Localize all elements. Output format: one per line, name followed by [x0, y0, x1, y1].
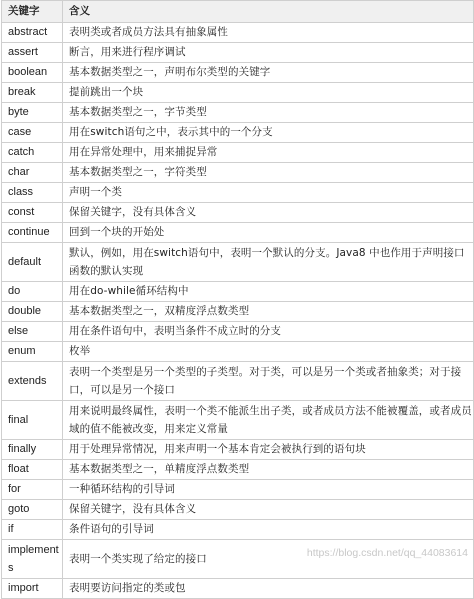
table-row: [2, 83, 474, 103]
meaning-cell: 断言，用来进行程序调试: [63, 43, 474, 63]
meaning-cell: 表明类或者成员方法具有抽象属性: [63, 23, 474, 43]
keyword-table: [1, 0, 474, 599]
table-row: [2, 43, 474, 63]
table-row: [2, 163, 474, 183]
table-row: [2, 143, 474, 163]
table-row: [2, 103, 474, 123]
table-row: [2, 342, 474, 362]
meaning-cell: 条件语句的引导词: [63, 520, 474, 540]
keyword-cell: do: [2, 282, 63, 302]
keyword-cell: case: [2, 123, 63, 143]
meaning-cell: 提前跳出一个块: [63, 83, 474, 103]
meaning-cell: 基本数据类型之一，字节类型: [63, 103, 474, 123]
keyword-cell: if: [2, 520, 63, 540]
header-keyword: 关键字: [2, 1, 63, 23]
meaning-cell: 枚举: [63, 342, 474, 362]
meaning-cell: 表明一个类型是另一个类型的子类型。对于类，可以是另一个类或者抽象类；对于接口，可以是另一个接口: [63, 362, 474, 401]
table-row: [2, 243, 474, 282]
table-row: [2, 520, 474, 540]
meaning-cell: 默认，例如，用在switch语句中，表明一个默认的分支。Java8 中也作用于声明接口函数的默认实现: [63, 243, 474, 282]
keyword-cell: assert: [2, 43, 63, 63]
table-row: [2, 23, 474, 43]
table-row: [2, 480, 474, 500]
meaning-cell: 基本数据类型之一，单精度浮点数类型: [63, 460, 474, 480]
table-row: [2, 223, 474, 243]
table-row: [2, 302, 474, 322]
table-row: [2, 322, 474, 342]
meaning-cell: 用在do-while循环结构中: [63, 282, 474, 302]
table-row: [2, 183, 474, 203]
table-row: [2, 123, 474, 143]
table-row: [2, 460, 474, 480]
keyword-cell: goto: [2, 500, 63, 520]
meaning-cell: 用在switch语句之中，表示其中的一个分支: [63, 123, 474, 143]
meaning-cell: 表明一个类实现了给定的接口: [63, 540, 474, 579]
table-row: [2, 440, 474, 460]
meaning-cell: 基本数据类型之一，声明布尔类型的关键字: [63, 63, 474, 83]
keyword-cell: default: [2, 243, 63, 282]
keyword-cell: continue: [2, 223, 63, 243]
meaning-cell: 基本数据类型之一，字符类型: [63, 163, 474, 183]
keyword-cell: else: [2, 322, 63, 342]
table-row: [2, 362, 474, 401]
keyword-cell: abstract: [2, 23, 63, 43]
keyword-cell: float: [2, 460, 63, 480]
meaning-cell: 用于处理异常情况，用来声明一个基本肯定会被执行到的语句块: [63, 440, 474, 460]
table-row: [2, 401, 474, 440]
table-row: [2, 63, 474, 83]
keyword-cell: catch: [2, 143, 63, 163]
meaning-cell: 用来说明最终属性，表明一个类不能派生出子类，或者成员方法不能被覆盖，或者成员域的值不能被改变，用来定义常量: [63, 401, 474, 440]
table-body: [2, 23, 474, 599]
table-row: [2, 579, 474, 599]
meaning-cell: 用在条件语句中，表明当条件不成立时的分支: [63, 322, 474, 342]
keyword-cell: byte: [2, 103, 63, 123]
keyword-cell: enum: [2, 342, 63, 362]
meaning-cell: 基本数据类型之一，双精度浮点数类型: [63, 302, 474, 322]
table-row: [2, 540, 474, 579]
keyword-cell: break: [2, 83, 63, 103]
meaning-cell: 保留关键字，没有具体含义: [63, 500, 474, 520]
keyword-cell: finally: [2, 440, 63, 460]
watermark-text: https://blog.csdn.net/qq_44083614: [306, 547, 468, 559]
header-meaning: 含义: [63, 1, 474, 23]
keyword-cell: char: [2, 163, 63, 183]
table-row: [2, 203, 474, 223]
table-row: [2, 500, 474, 520]
table-row: [2, 282, 474, 302]
keyword-cell: implements: [2, 540, 63, 579]
keyword-cell: import: [2, 579, 63, 599]
meaning-cell: 用在异常处理中，用来捕捉异常: [63, 143, 474, 163]
keyword-cell: extends: [2, 362, 63, 401]
meaning-cell: 表明要访问指定的类或包: [63, 579, 474, 599]
keyword-cell: const: [2, 203, 63, 223]
keyword-cell: class: [2, 183, 63, 203]
keyword-cell: boolean: [2, 63, 63, 83]
keyword-cell: for: [2, 480, 63, 500]
keyword-cell: double: [2, 302, 63, 322]
meaning-cell: 声明一个类: [63, 183, 474, 203]
table-header-row: [2, 1, 474, 23]
keyword-cell: final: [2, 401, 63, 440]
meaning-cell: 回到一个块的开始处: [63, 223, 474, 243]
meaning-cell: 一种循环结构的引导词: [63, 480, 474, 500]
meaning-cell: 保留关键字，没有具体含义: [63, 203, 474, 223]
